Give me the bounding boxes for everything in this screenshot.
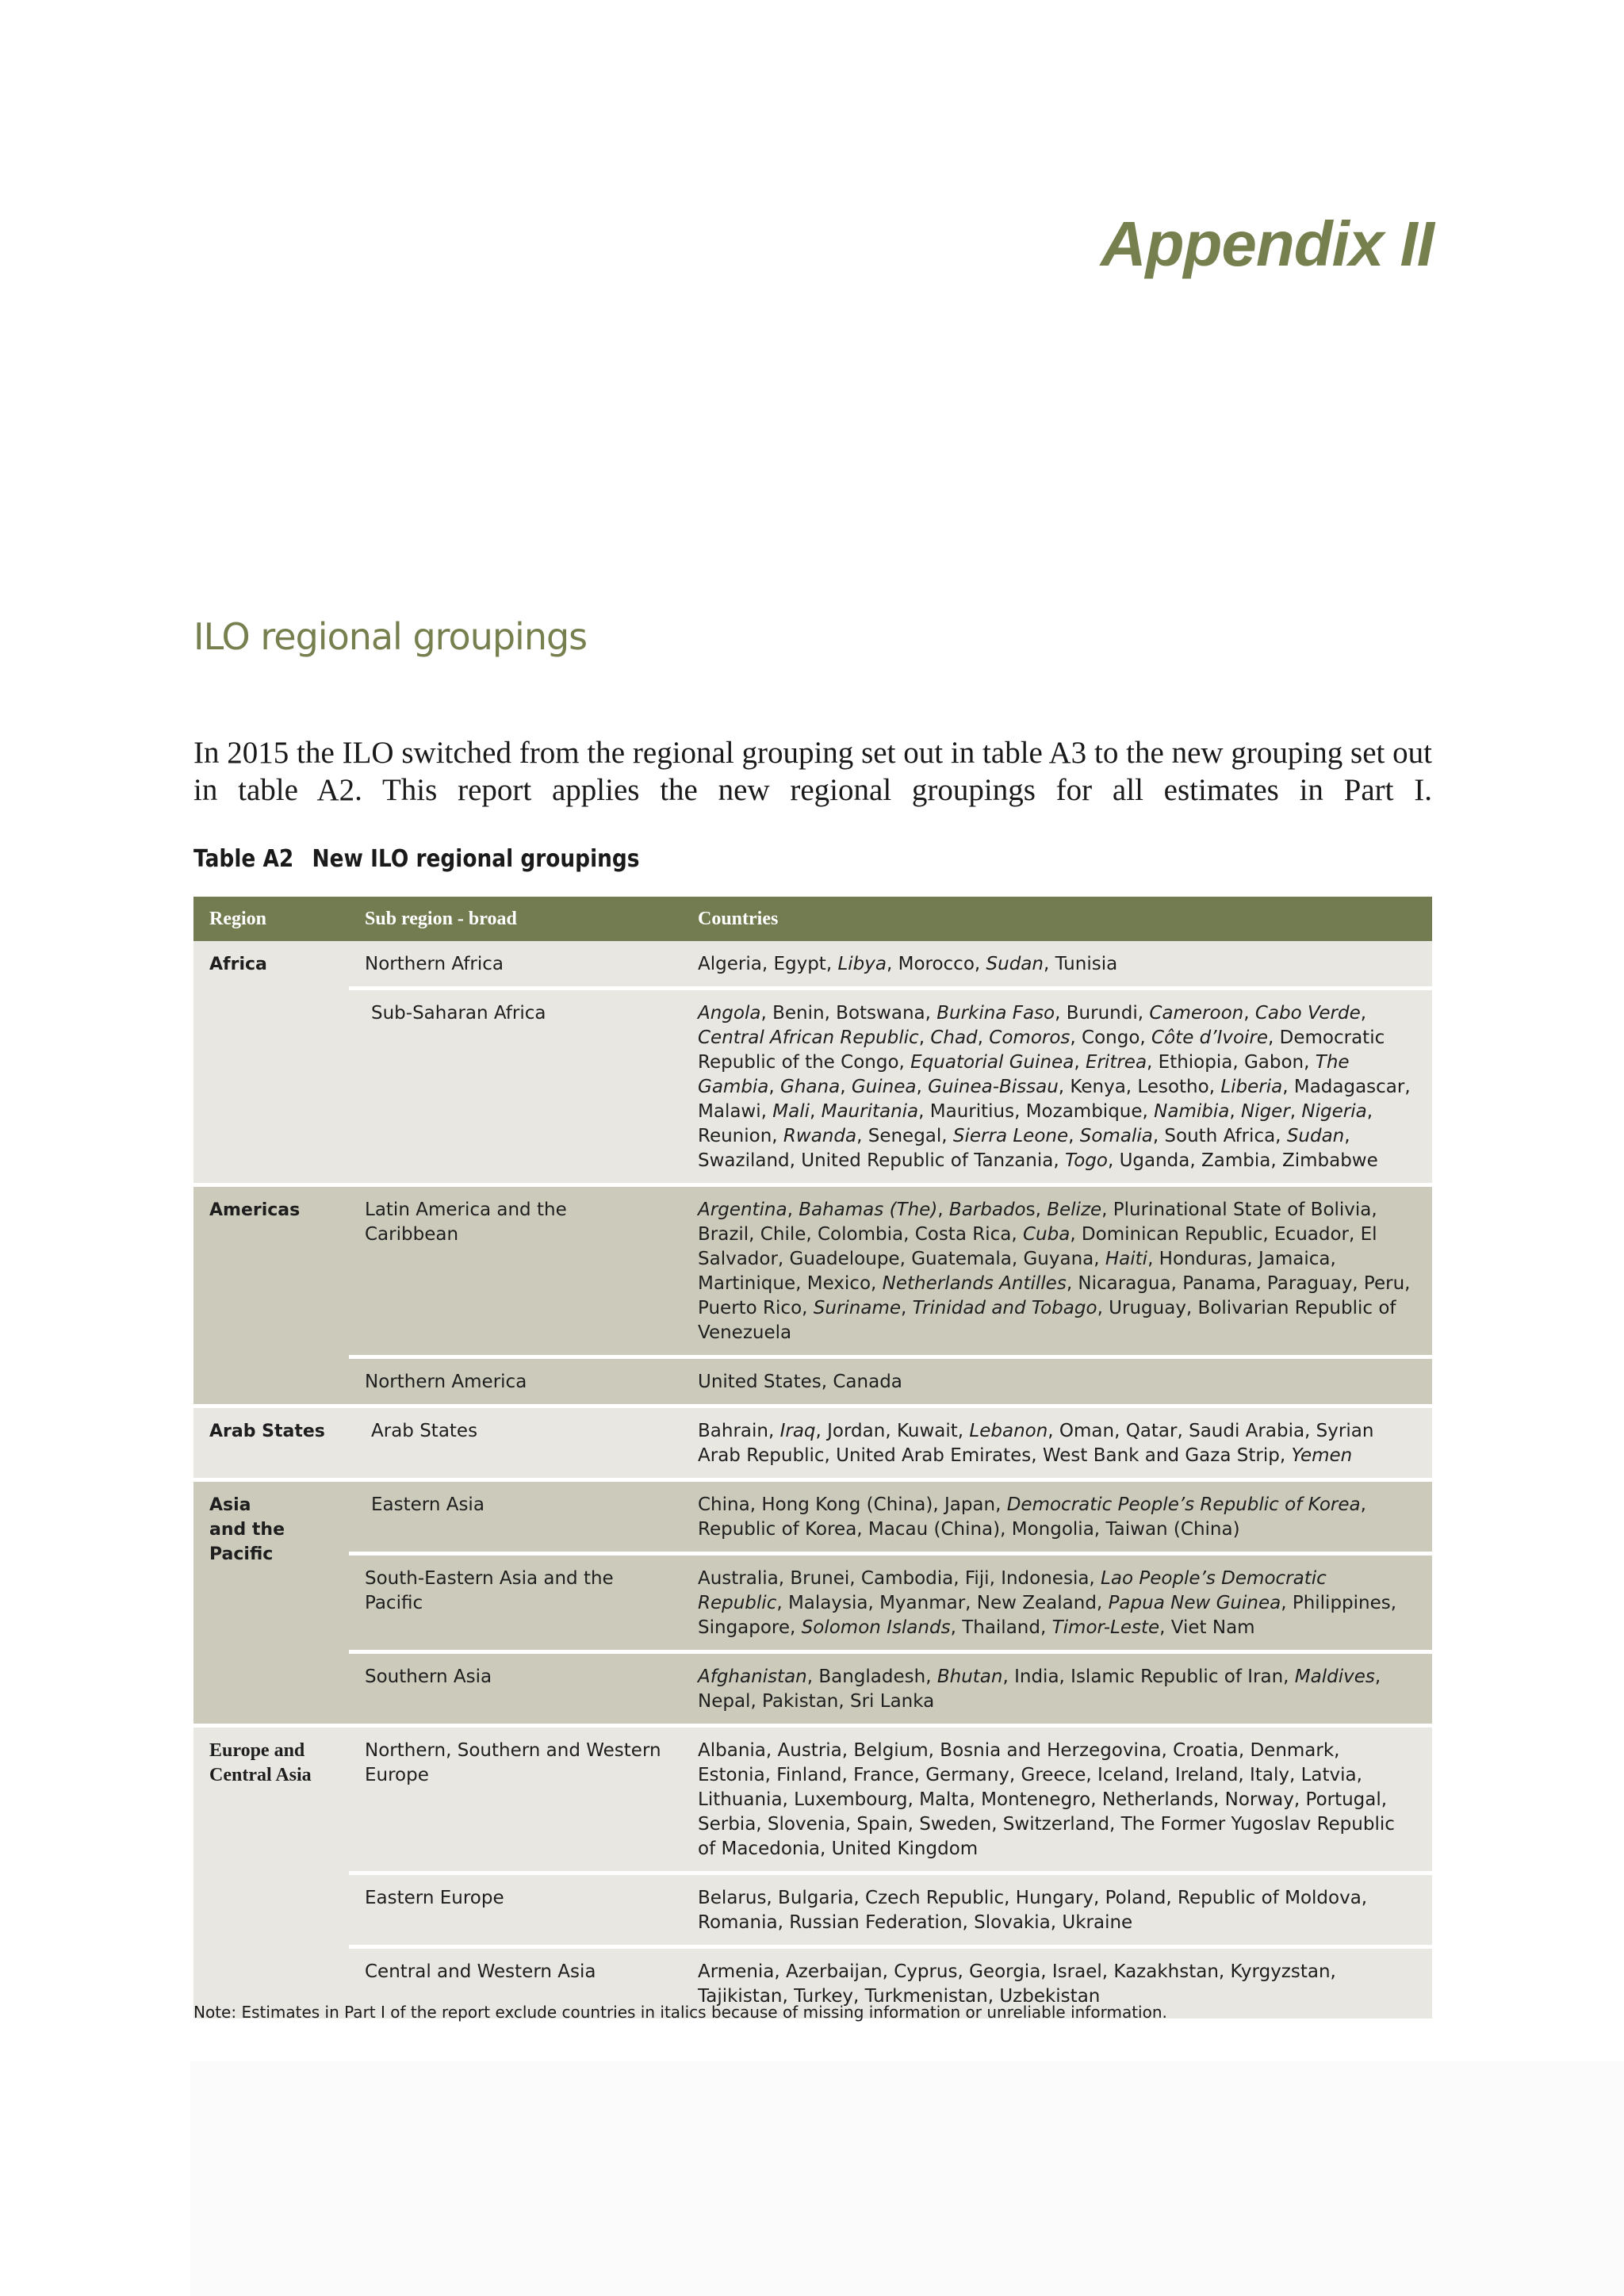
countries-cell xyxy=(682,1726,1432,1873)
country-excluded: Cameroon xyxy=(1149,1003,1244,1024)
country-excluded: Sudan xyxy=(1286,1126,1345,1146)
country-text: , xyxy=(1043,954,1055,974)
country-text: Belarus, Bulgaria, Czech Republic, Hungary, Poland, Republic of Moldova, Romania, Russian Federation, Slovakia, Ukraine xyxy=(698,1888,1368,1933)
country-text: , xyxy=(825,954,838,974)
country-text: Algeria xyxy=(698,954,762,974)
country-text: Australia, Brunei, Cambodia, Fiji, Indonesia, xyxy=(698,1568,1101,1589)
country-text: Bahrain, xyxy=(698,1421,780,1441)
country-text: , Swaziland, United Republic of Tanzania, xyxy=(698,1126,1350,1171)
table-row xyxy=(193,1873,1432,1947)
country-text: Egypt xyxy=(773,954,826,974)
table-body xyxy=(193,941,1432,2021)
country-text: , Senegal, xyxy=(856,1126,953,1146)
country-excluded: Bahamas (The) xyxy=(799,1200,938,1220)
country-excluded: Maldives xyxy=(1294,1667,1375,1687)
appendix-title: Appendix II xyxy=(1100,209,1434,279)
region-cell: Arab States xyxy=(193,1406,349,1480)
countries-cell xyxy=(682,1652,1432,1726)
table-header-row xyxy=(193,897,1432,941)
country-text: , Ethiopia, Gabon, xyxy=(1147,1052,1316,1073)
subregion-cell: Sub-Saharan Africa xyxy=(349,989,682,1185)
country-text: China, Hong Kong (China), Japan, xyxy=(698,1494,1007,1515)
table-row xyxy=(193,1726,1432,1873)
country-excluded: Suriname xyxy=(813,1298,902,1318)
country-text: , Burundi, xyxy=(1055,1003,1150,1024)
country-excluded: Guinea xyxy=(851,1077,917,1097)
country-text: , xyxy=(974,954,986,974)
table-caption xyxy=(193,845,640,873)
country-text: , xyxy=(1289,1101,1302,1122)
country-text: , India, Islamic Republic of Iran, xyxy=(1002,1667,1295,1687)
country-text: , Congo, xyxy=(1070,1027,1152,1048)
table-row xyxy=(193,1357,1432,1406)
country-text: , Reunion, xyxy=(698,1101,1373,1146)
country-excluded: Afghanistan xyxy=(698,1667,807,1687)
country-text: , xyxy=(809,1101,822,1122)
country-text: United States, Canada xyxy=(698,1372,902,1392)
region-cell: Africa xyxy=(193,941,349,1185)
country-text: , Nicaragua, Panama, Paraguay, Peru, Puerto Rico, xyxy=(698,1273,1411,1318)
country-excluded: Equatorial Guinea xyxy=(910,1052,1074,1073)
country-text: Tunisia xyxy=(1055,954,1118,974)
subregion-cell: Northern, Southern and Western Europe xyxy=(349,1726,682,1873)
country-text: , xyxy=(768,1077,781,1097)
country-excluded: Iraq xyxy=(779,1421,816,1441)
country-text: , Philippines, Singapore, xyxy=(698,1593,1397,1638)
subregion-cell: Southern Asia xyxy=(349,1652,682,1726)
country-text: , xyxy=(1229,1101,1241,1122)
country-excluded: Cabo Verde xyxy=(1254,1003,1361,1024)
countries-cell xyxy=(682,1406,1432,1480)
country-text: , xyxy=(1243,1003,1255,1024)
country-excluded: Comoros xyxy=(989,1027,1071,1048)
country-excluded: Yemen xyxy=(1291,1445,1353,1466)
country-text: , xyxy=(787,1200,799,1220)
country-excluded: Solomon Islands xyxy=(801,1617,951,1638)
countries-cell xyxy=(682,1480,1432,1554)
country-text: Albania, Austria, Belgium, Bosnia and Herzegovina, Croatia, Denmark, Estonia, Finland, France, Germany, Greece, Iceland, Ireland, Italy, Latvia, Lithuania, Luxembourg, Malta, Montenegro, Netherlands, Norway, Portugal, Serbia, Slovenia, Spain, Sweden, Switzerland, The Former Yugoslav Republic of Macedonia, United Kingdom xyxy=(698,1740,1395,1859)
country-text: , Viet Nam xyxy=(1159,1617,1255,1638)
countries-cell xyxy=(682,1357,1432,1406)
table-row xyxy=(193,1652,1432,1726)
country-excluded: Cuba xyxy=(1022,1224,1071,1245)
region-cell: Asia and the Pacific xyxy=(193,1480,349,1726)
country-excluded: Guinea-Bissau xyxy=(928,1077,1059,1097)
table-title: New ILO regional groupings xyxy=(312,845,640,873)
table-note: Note: Estimates in Part I of the report exclude countries in italics because of missing information or unreliable information. xyxy=(193,2003,1167,2022)
table-row xyxy=(193,1480,1432,1554)
country-excluded: Belize xyxy=(1047,1200,1102,1220)
section-heading: ILO regional groupings xyxy=(193,615,588,658)
table-row xyxy=(193,941,1432,989)
subregion-cell: Eastern Europe xyxy=(349,1873,682,1947)
country-excluded: The Gambia xyxy=(698,1052,1350,1097)
country-excluded: Netherlands Antilles xyxy=(882,1273,1067,1294)
country-excluded: Angola xyxy=(698,1003,761,1024)
intro-paragraph: In 2015 the ILO switched from the regional grouping set out in table A3 to the new grouping set out in table A2. This report applies the new regional groupings for all estimates in Part I. xyxy=(193,736,1432,807)
country-text: , xyxy=(1068,1126,1080,1146)
header-region: Region xyxy=(193,897,349,941)
table-row xyxy=(193,989,1432,1185)
subregion-cell: South-Eastern Asia and the Pacific xyxy=(349,1554,682,1652)
country-excluded: Ghana xyxy=(780,1077,841,1097)
country-text: , Kenya, Lesotho, xyxy=(1058,1077,1221,1097)
country-excluded: Bhutan xyxy=(936,1667,1003,1687)
countries-cell xyxy=(682,989,1432,1185)
country-excluded: Liberia xyxy=(1220,1077,1283,1097)
country-text: , xyxy=(886,954,898,974)
country-text: , Malaysia, Myanmar, New Zealand, xyxy=(776,1593,1109,1613)
country-excluded: Argentina xyxy=(698,1200,787,1220)
country-text: , Thailand, xyxy=(950,1617,1052,1638)
country-excluded: Trinidad and Tobago xyxy=(912,1298,1097,1318)
table-number: Table A2 xyxy=(193,845,294,873)
country-text: , xyxy=(918,1027,931,1048)
country-excluded: Somalia xyxy=(1079,1126,1153,1146)
country-excluded: Mali xyxy=(772,1101,810,1122)
country-excluded: Sierra Leone xyxy=(952,1126,1069,1146)
country-text: , xyxy=(901,1298,913,1318)
country-excluded: Togo xyxy=(1065,1150,1108,1171)
table-row xyxy=(193,1185,1432,1357)
country-text: , Uganda, Zambia, Zimbabwe xyxy=(1107,1150,1378,1171)
table-row xyxy=(193,1406,1432,1480)
country-text: , Mauritius, Mozambique, xyxy=(918,1101,1155,1122)
country-text: , Jordan, Kuwait, xyxy=(815,1421,970,1441)
subregion-cell: Arab States xyxy=(349,1406,682,1480)
country-text: , Uruguay, Bolivarian Republic of Venezuela xyxy=(698,1298,1396,1343)
country-text: , Oman, Qatar, Saudi Arabia, Syrian Arab Republic, United Arab Emirates, West Bank and Gaza Strip, xyxy=(698,1421,1374,1466)
country-excluded: Haiti xyxy=(1105,1249,1148,1269)
subregion-cell: Central and Western Asia xyxy=(349,1947,682,2021)
country-text: Armenia, Azerbaijan, Cyprus, Georgia, Israel, Kazakhstan, Kyrgyzstan, Tajikistan, Turkey, Turkmenistan, Uzbekistan xyxy=(698,1961,1336,2007)
page-bottom-band xyxy=(190,2061,1624,2296)
country-text: , Nepal, Pakistan, Sri Lanka xyxy=(698,1667,1381,1712)
country-excluded: Côte d’Ivoire xyxy=(1151,1027,1269,1048)
country-text: s, xyxy=(1025,1200,1048,1220)
country-excluded: Rwanda xyxy=(783,1126,857,1146)
country-text: , Benin, Botswana, xyxy=(760,1003,937,1024)
country-text: , Bangladesh, xyxy=(806,1667,937,1687)
subregion-cell: Eastern Asia xyxy=(349,1480,682,1554)
subregion-cell: Latin America and the Caribbean xyxy=(349,1185,682,1357)
country-text: , xyxy=(840,1077,852,1097)
country-text: , Plurinational State of Bolivia, Brazil, Chile, Colombia, Costa Rica, xyxy=(698,1200,1377,1245)
country-excluded: Central African Republic xyxy=(698,1027,919,1048)
subregion-cell: Northern America xyxy=(349,1357,682,1406)
country-text: , xyxy=(937,1200,949,1220)
header-countries: Countries xyxy=(682,897,1432,941)
country-text: , xyxy=(1074,1052,1086,1073)
country-excluded: Lao People’s Democratic Republic xyxy=(698,1568,1327,1613)
countries-cell xyxy=(682,1554,1432,1652)
country-excluded: Niger xyxy=(1240,1101,1290,1122)
region-cell: Americas xyxy=(193,1185,349,1406)
country-text: , Madagascar, Malawi, xyxy=(698,1077,1411,1122)
country-text: , South Africa, xyxy=(1152,1126,1287,1146)
country-excluded: Papua New Guinea xyxy=(1108,1593,1281,1613)
country-text: , Democratic Republic of the Congo, xyxy=(698,1027,1385,1073)
country-excluded: Barbado xyxy=(948,1200,1026,1220)
header-subregion: Sub region - broad xyxy=(349,897,682,941)
country-excluded: Burkina Faso xyxy=(936,1003,1055,1024)
country-excluded: Eritrea xyxy=(1085,1052,1147,1073)
countries-cell xyxy=(682,1873,1432,1947)
country-text: , xyxy=(977,1027,990,1048)
region-cell: Europe and Central Asia xyxy=(193,1726,349,2021)
country-text: , xyxy=(761,954,774,974)
country-text: , Republic of Korea, Macau (China), Mongolia, Taiwan (China) xyxy=(698,1494,1366,1540)
country-text: , Honduras, Jamaica, Martinique, Mexico, xyxy=(698,1249,1336,1294)
country-text: , xyxy=(1360,1003,1367,1024)
country-text: Morocco xyxy=(898,954,975,974)
country-excluded: Chad xyxy=(930,1027,978,1048)
country-text: , Dominican Republic, Ecuador, El Salvador, Guadeloupe, Guatemala, Guyana, xyxy=(698,1224,1377,1269)
country-excluded: Mauritania xyxy=(821,1101,919,1122)
country-excluded: Timor-Leste xyxy=(1051,1617,1160,1638)
countries-cell xyxy=(682,1185,1432,1357)
country-text: , xyxy=(916,1077,929,1097)
country-excluded: Nigeria xyxy=(1301,1101,1367,1122)
country-excluded: Libya xyxy=(837,954,887,974)
countries-cell xyxy=(682,941,1432,989)
table-row xyxy=(193,1554,1432,1652)
regional-groupings-table xyxy=(193,897,1432,2022)
country-excluded: Lebanon xyxy=(969,1421,1048,1441)
country-excluded: Namibia xyxy=(1154,1101,1230,1122)
country-excluded: Democratic People’s Republic of Korea xyxy=(1006,1494,1361,1515)
subregion-cell: Northern Africa xyxy=(349,941,682,989)
country-excluded: Sudan xyxy=(986,954,1044,974)
